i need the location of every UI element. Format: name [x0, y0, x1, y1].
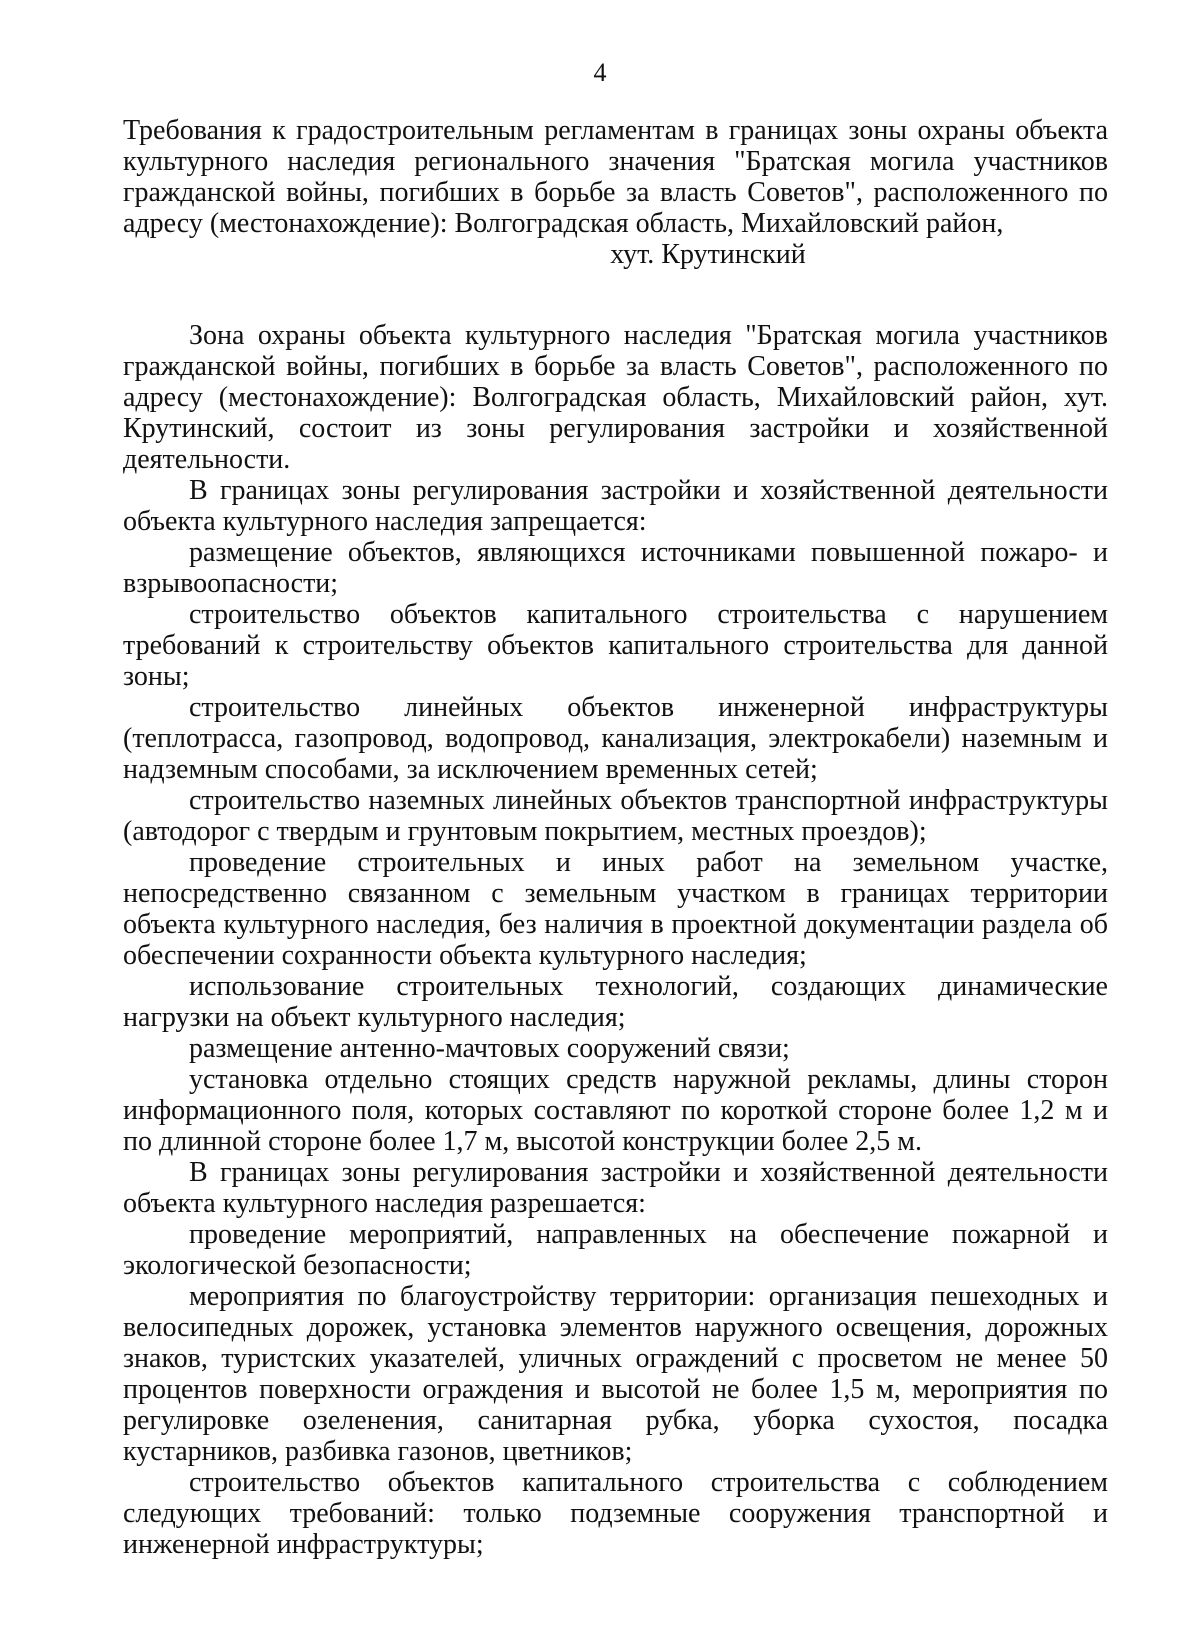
paragraph-permitted-intro: В границах зоны регулирования застройки и хозяйственной деятельности объекта культурного наследия разрешается: [123, 1157, 1108, 1219]
paragraph-prohibited-item: размещение антенно-мачтовых сооружений связи; [189, 1033, 790, 1064]
paragraph-zone-description: Зона охраны объекта культурного наследия "Братская могила участников гражданской войны, погибших в борьбе за власть Советов", расположенного по адресу (местонахождение): Волгоградская область, Михайловский район, хут. Крутинский, состоит из зоны регулирования застройки и хозяйственной деятельности. [123, 320, 1108, 475]
paragraph-prohibited-item: строительство объектов капитального строительства с нарушением требований к строительству объектов капитального строительства для данной зоны; [123, 599, 1108, 692]
paragraph-list [123, 320, 1108, 1560]
paragraph-prohibited-item: использование строительных технологий, создающих динамические нагрузки на объект культурного наследия; [123, 971, 1108, 1033]
paragraph-prohibited-item: проведение строительных и иных работ на земельном участке, непосредственно связанном с земельным участком в границах территории объекта культурного наследия, без наличия в проектной документации раздела об обеспечении сохранности объекта культурного наследия; [123, 847, 1108, 971]
paragraph-prohibited-item: строительство наземных линейных объектов транспортной инфраструктуры (автодорог с твердым и грунтовым покрытием, местных проездов); [123, 785, 1108, 847]
paragraph-permitted-item: мероприятия по благоустройству территории: организация пешеходных и велосипедных дорожек, установка элементов наружного освещения, дорожных знаков, туристских указателей, уличных ограждений с просветом не менее 50 процентов поверхности ограждения и высотой не более 1,5 м, мероприятия по регулировке озеленения, санитарная рубка, уборка сухостоя, посадка кустарников, разбивка газонов, цветников; [123, 1281, 1108, 1467]
paragraph-permitted-item: проведение мероприятий, направленных на обеспечение пожарной и экологической безопасности; [123, 1219, 1108, 1281]
document-body [123, 115, 1108, 1560]
page-number: 4 [593, 58, 607, 87]
document-heading-tail: хут. Крутинский [610, 239, 806, 270]
paragraph-prohibited-item: размещение объектов, являющихся источниками повышенной пожаро- и взрывоопасности; [123, 537, 1108, 599]
paragraph-permitted-item: строительство объектов капитального строительства с соблюдением следующих требований: только подземные сооружения транспортной и инженерной инфраструктуры; [123, 1467, 1108, 1560]
document-heading: Требования к градостроительным регламентам в границах зоны охраны объекта культурного наследия регионального значения "Братская могила участников гражданской войны, погибших в борьбе за власть Советов", расположенного по адресу (местонахождение): Волгоградская область, Михайловский район, [123, 115, 1108, 239]
paragraph-prohibited-item: установка отдельно стоящих средств наружной рекламы, длины сторон информационного поля, которых составляют по короткой стороне более 1,2 м и по длинной стороне более 1,7 м, высотой конструкции более 2,5 м. [123, 1064, 1108, 1157]
paragraph-prohibited-intro: В границах зоны регулирования застройки и хозяйственной деятельности объекта культурного наследия запрещается: [123, 475, 1108, 537]
paragraph-prohibited-item: строительство линейных объектов инженерной инфраструктуры (теплотрасса, газопровод, водопровод, канализация, электрокабели) наземным и надземным способами, за исключением временных сетей; [123, 692, 1108, 785]
